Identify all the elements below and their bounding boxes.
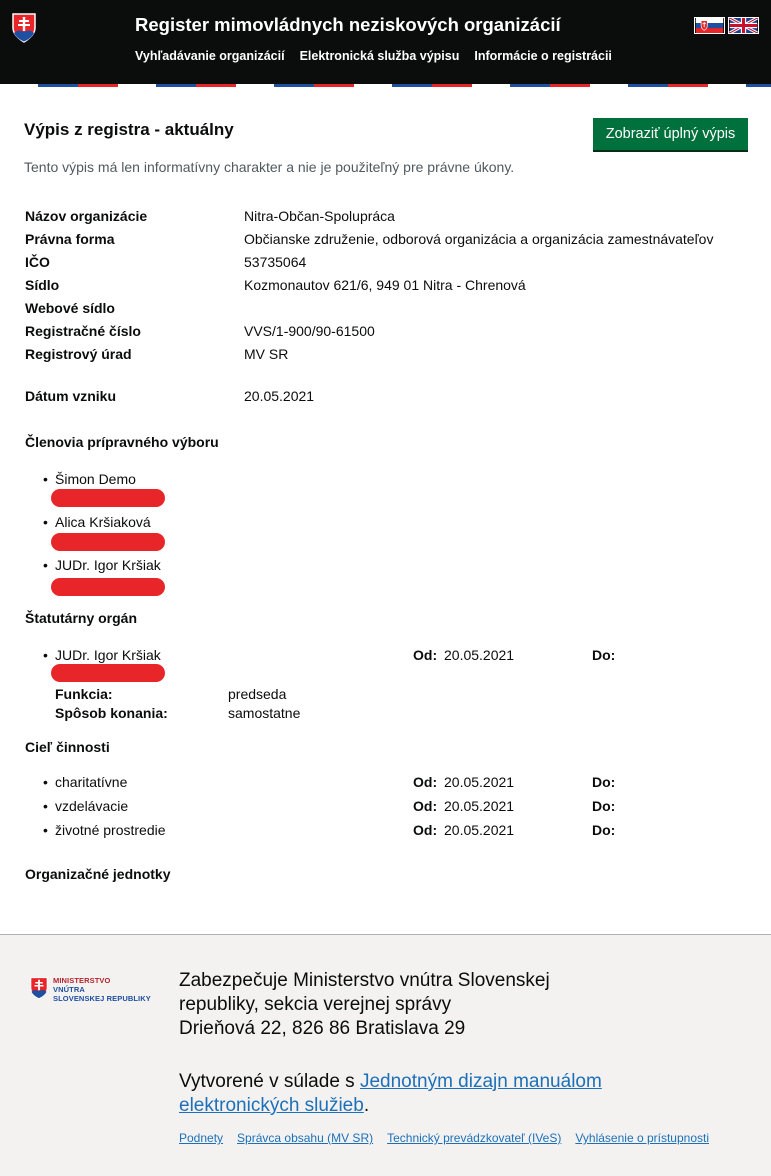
footer-link-content-admin[interactable]: Správca obsahu (MV SR)	[237, 1131, 374, 1145]
from-date: 20.05.2021	[444, 647, 515, 663]
from-label: Od:	[413, 798, 438, 814]
from-label: Od:	[413, 822, 438, 838]
field-value-founded: 20.05.2021	[244, 388, 315, 404]
stripe-segment	[38, 84, 78, 87]
committee-title: Členovia prípravného výboru	[25, 434, 219, 450]
goal-item: • charitatívne	[43, 774, 127, 790]
uk-flag-icon[interactable]	[728, 17, 759, 34]
stripe-segment	[668, 84, 708, 87]
footer-design-note	[179, 1070, 609, 1118]
footer-provider-info	[179, 969, 609, 1041]
stripe-segment	[196, 84, 236, 87]
language-switcher	[694, 17, 759, 34]
page-title: Výpis z registra - aktuálny	[24, 120, 234, 139]
field-value-legal-form: Občianske združenie, odborová organizácia a organizácia zamestnávateľov	[244, 231, 714, 247]
coat-of-arms-icon	[12, 13, 36, 43]
footer-link-tech-operator[interactable]: Technický prevádzkovateľ (IVeS)	[387, 1131, 562, 1145]
field-value-name: Nitra-Občan-Spolupráca	[244, 208, 395, 224]
ministry-logo[interactable]	[30, 976, 151, 1003]
statutory-member: • JUDr. Igor Kršiak	[43, 647, 161, 663]
to-label: Do:	[592, 822, 616, 838]
from-label: Od:	[413, 647, 438, 663]
conduct-value: samostatne	[228, 705, 301, 721]
field-label-ico: IČO	[25, 254, 50, 270]
logo-line: VNÚTRA	[53, 985, 85, 994]
nav-item-registration-info[interactable]: Informácie o registrácii	[474, 49, 612, 63]
to-label: Do:	[592, 647, 616, 663]
stripe-segment	[590, 84, 628, 87]
committee-member: • JUDr. Igor Kršiak	[43, 557, 161, 573]
informative-notice: Tento výpis má len informatívny charakter a nie je použiteľný pre právne úkony.	[24, 159, 515, 175]
field-label-reg-number: Registračné číslo	[25, 323, 141, 339]
site-header	[0, 0, 771, 84]
goals-title: Cieľ činnosti	[25, 739, 110, 755]
stripe-segment	[354, 84, 392, 87]
redaction-mark	[51, 533, 165, 551]
function-label: Funkcia:	[55, 686, 113, 702]
field-label-name: Názov organizácie	[25, 208, 148, 224]
redaction-mark	[51, 489, 165, 507]
stripe-segment	[708, 84, 746, 87]
stripe-segment	[472, 84, 510, 87]
design-manual-link[interactable]: Jednotným dizajn manuálom elektronických služieb	[179, 1071, 602, 1116]
stripe-segment	[746, 84, 771, 87]
site-footer	[0, 934, 771, 1176]
field-label-legal-form: Právna forma	[25, 231, 115, 247]
ministry-logo-text	[53, 976, 151, 1003]
field-value-ico: 53735064	[244, 254, 307, 270]
committee-member: • Alica Kršiaková	[43, 514, 151, 530]
nav-item-search[interactable]: Vyhľadávanie organizácií	[135, 49, 285, 63]
stripe-segment	[118, 84, 156, 87]
redaction-mark	[51, 578, 165, 596]
field-value-reg-number: VVS/1-900/90-61500	[244, 323, 375, 339]
to-label: Do:	[592, 798, 616, 814]
statutory-title: Štatutárny orgán	[25, 610, 138, 626]
footer-address: Drieňová 22, 826 86 Bratislava 29	[179, 1018, 466, 1039]
stripe-segment	[78, 84, 118, 87]
field-label-reg-office: Registrový úrad	[25, 346, 132, 362]
field-label-website: Webové sídlo	[25, 300, 115, 316]
field-value-seat: Kozmonautov 621/6, 949 01 Nitra - Chrenová	[244, 277, 526, 293]
site-title[interactable]: Register mimovládnych neziskových organizácií	[135, 14, 561, 35]
logo-line: MINISTERSTVO	[53, 976, 111, 985]
from-date: 20.05.2021	[444, 774, 515, 790]
stripe-segment	[0, 84, 38, 87]
stripe-segment	[236, 84, 274, 87]
stripe-segment	[274, 84, 314, 87]
stripe-segment	[392, 84, 432, 87]
field-label-founded: Dátum vzniku	[25, 388, 117, 404]
to-label: Do:	[592, 774, 616, 790]
goal-item: • vzdelávacie	[43, 798, 128, 814]
field-value-reg-office: MV SR	[244, 346, 289, 362]
design-note-suffix: .	[363, 1095, 370, 1116]
footer-provider-line: Zabezpečuje Ministerstvo vnútra Slovenskej republiky, sekcia verejnej správy	[179, 970, 550, 1015]
slovak-flag-icon[interactable]	[694, 17, 725, 34]
function-value: predseda	[228, 686, 287, 702]
stripe-segment	[432, 84, 472, 87]
field-label-seat: Sídlo	[25, 277, 60, 293]
design-note-prefix: Vytvorené v súlade s	[179, 1071, 360, 1092]
org-units-title: Organizačné jednotky	[25, 866, 171, 882]
stripe-segment	[314, 84, 354, 87]
footer-link-accessibility[interactable]: Vyhlásenie o prístupnosti	[575, 1131, 709, 1145]
footer-link-feedback[interactable]: Podnety	[179, 1131, 224, 1145]
stripe-segment	[628, 84, 668, 87]
from-date: 20.05.2021	[444, 798, 515, 814]
header-tricolor-stripe	[0, 84, 771, 87]
stripe-segment	[550, 84, 590, 87]
stripe-segment	[156, 84, 196, 87]
show-full-extract-button[interactable]: Zobraziť úplný výpis	[593, 118, 748, 150]
coat-of-arms-icon	[30, 976, 48, 1000]
redaction-mark	[51, 664, 165, 682]
from-date: 20.05.2021	[444, 822, 515, 838]
from-label: Od:	[413, 774, 438, 790]
stripe-segment	[510, 84, 550, 87]
footer-links	[179, 1131, 709, 1145]
goal-item: • životné prostredie	[43, 822, 166, 838]
conduct-label: Spôsob konania:	[55, 705, 168, 721]
logo-line: SLOVENSKEJ REPUBLIKY	[53, 994, 151, 1003]
committee-member: • Šimon Demo	[43, 471, 136, 487]
nav-item-extract-service[interactable]: Elektronická služba výpisu	[299, 49, 460, 63]
main-nav	[135, 49, 612, 63]
